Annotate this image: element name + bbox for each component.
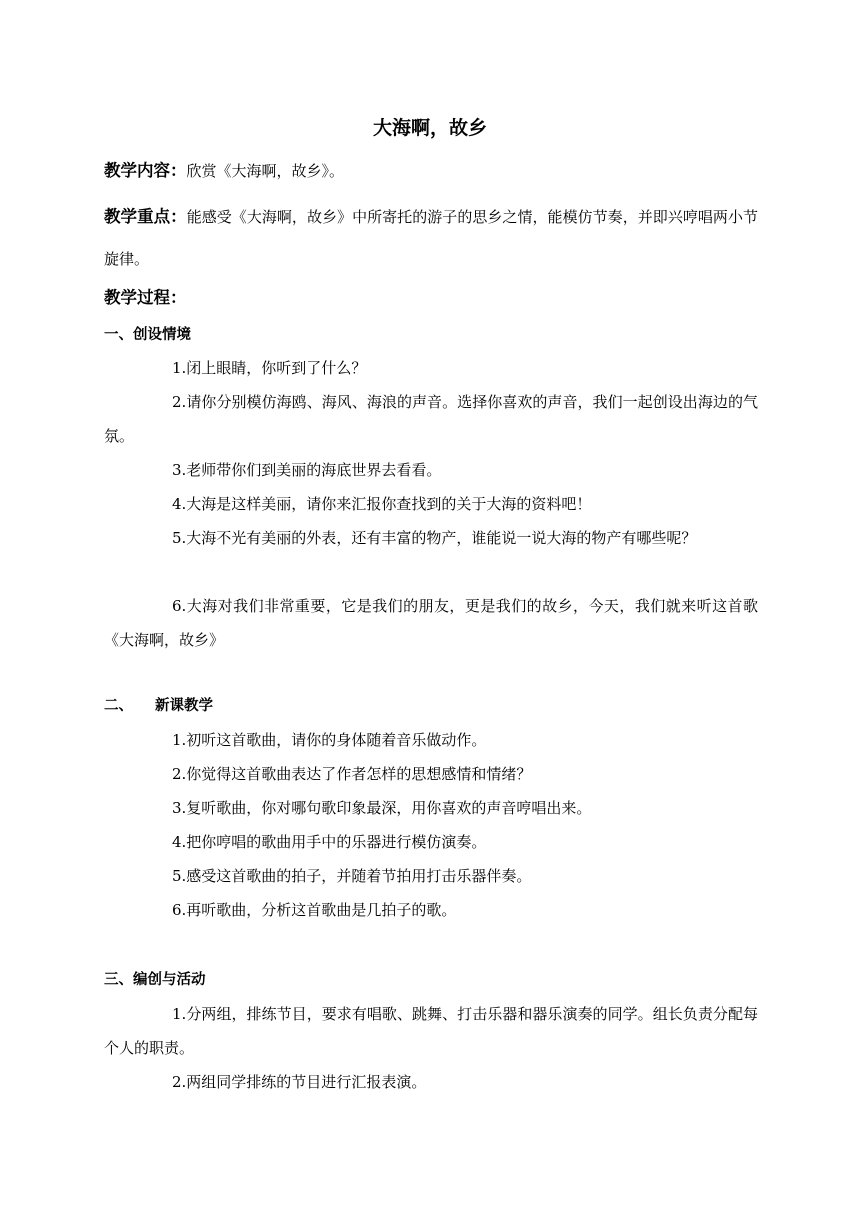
list-item: 1.分两组，排练节目，要求有唱歌、跳舞、打击乐器和器乐演奏的同学。组长负责分配每个人的职责。 <box>104 1005 758 1057</box>
teaching-content <box>104 157 758 185</box>
teaching-content-text: 欣赏《大海啊，故乡》。 <box>186 162 345 180</box>
list-item: 4.大海是这样美丽，请你来汇报你查找到的关于大海的资料吧！ <box>172 495 592 513</box>
list-item: 2.请你分别模仿海鸥、海风、海浪的声音。选择你喜欢的声音，我们一起创设出海边的气氛。 <box>104 393 758 445</box>
list-item: 3.老师带你们到美丽的海底世界去看看。 <box>172 461 442 479</box>
section-heading-2-text: 新课教学 <box>155 698 213 714</box>
teaching-focus <box>104 196 758 280</box>
list-item: 3.复听歌曲，你对哪句歌印象最深，用你喜欢的声音哼唱出来。 <box>172 799 592 817</box>
section-heading-3: 三、编创与活动 <box>104 972 206 988</box>
teaching-focus-label: 教学重点： <box>104 207 187 226</box>
section-heading-2-number: 二、 <box>104 698 133 714</box>
list-item: 6.再听歌曲，分析这首歌曲是几拍子的歌。 <box>172 901 457 919</box>
list-item: 1.闭上眼睛，你听到了什么？ <box>172 359 367 377</box>
list-item: 2.两组同学排练的节目进行汇报表演。 <box>172 1073 427 1091</box>
list-item: 4.把你哼唱的歌曲用手中的乐器进行模仿演奏。 <box>172 833 487 851</box>
section-heading-2 <box>104 693 758 719</box>
document-title: 大海啊，故乡 <box>372 117 487 139</box>
teaching-focus-text: 能感受《大海啊，故乡》中所寄托的游子的思乡之情，能模仿节奏，并即兴哼唱两小节旋律。 <box>104 208 758 268</box>
list-item: 6.大海对我们非常重要，它是我们的朋友，更是我们的故乡，今天，我们就来听这首歌《大海啊，故乡》 <box>104 597 758 649</box>
list-item: 1.初听这首歌曲，请你的身体随着音乐做动作。 <box>172 731 487 749</box>
list-item: 5.大海不光有美丽的外表，还有丰富的物产，谁能说一说大海的物产有哪些呢？ <box>172 529 697 547</box>
teaching-process-label: 教学过程： <box>104 288 187 307</box>
teaching-content-label: 教学内容： <box>104 161 187 180</box>
list-item: 2.你觉得这首歌曲表达了作者怎样的思想感情和情绪？ <box>172 765 532 783</box>
section-heading-1: 一、创设情境 <box>104 327 191 343</box>
list-item: 5.感受这首歌曲的拍子，并随着节拍用打击乐器伴奏。 <box>172 867 532 885</box>
